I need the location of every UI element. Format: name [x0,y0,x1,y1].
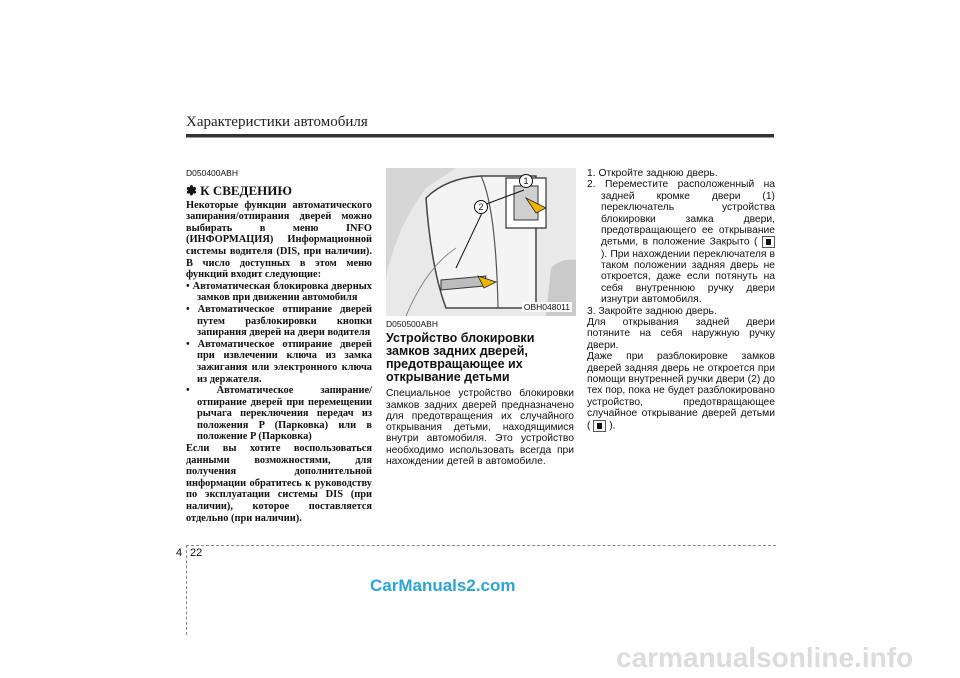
notice-bullet: • Автоматическое запирание/ отпирание дверей при перемещении рычага переключения передач из положения P (Парковка) или в положение P (Парковка) [186,385,372,443]
paragraph-unlock-text: Даже при разблокировке замков дверей задняя дверь не откроется при помощи внутренней ручки двери (2) до тех пор, пока не будет разблокировано устройство, предотвращающее случайное открывание дверей детьми ( [587,351,775,432]
page-number: 22 [190,547,203,559]
lock-icon [762,236,775,248]
section-code: D050400ABH [186,168,238,178]
steps-list [587,168,775,317]
child-lock-section [386,319,574,467]
footer-dashed-vertical [186,545,187,635]
paragraph-open-door: Для открывания задней двери потяните на себя наружную ручку двери. [587,317,775,351]
page-header-title: Характеристики автомобиля [186,114,368,130]
notice-outro: Если вы хотите воспользоваться данными возможностями, для получения дополнительной информации обратитесь к руководству по эксплуатации системы DIS (при наличии), которое поставляется отдельно (при наличии). [186,443,372,524]
header-rule-thin [186,137,774,138]
step-3 [587,306,775,317]
chapter-number: 4 [176,547,183,559]
paragraph-unlock-rest: ). [609,420,616,432]
step-1 [587,168,775,179]
step-2-rest: ). При нахождении переключателя в таком положении задняя дверь не откроется, даже если потянуть на себя внутреннюю ручку двери изнутри автомобиля. [601,248,775,306]
notice-bullet: • Автоматическая блокировка дверных замков при движении автомобиля [186,280,372,304]
unlock-icon [593,420,606,432]
watermark-carmanualsonline: carmanualsonline.info [616,642,914,673]
instructions-column [587,168,775,432]
notice-title: ✽ К СВЕДЕНИЮ [186,182,293,198]
step-2-text: 2. Переместите расположенный на задней кромке двери (1) переключатель устройства блокировки замка двери, предотвращающего ее открывание детьми, в положение Закрыто ( [587,179,775,249]
step-1-text: 1. Откройте заднюю дверь. [587,168,718,179]
callout-2: 2 [474,200,488,214]
notice-intro: Некоторые функции автоматического запирания/отпирания дверей можно выбирать в меню INFO (ИНФОРМАЦИЯ) Информационной системы водителя (DIS, при наличии). В число доступных в этом меню функций входит следующие: [186,199,372,281]
step-2 [587,179,775,305]
notice-bullet-list [186,281,372,443]
notice-bullet: • Автоматическое отпирание дверей путем разблокировки кнопки запирания дверей на двери водителя [186,303,372,339]
figure-label: OBH048011 [523,302,570,312]
door-child-lock-illustration [386,168,576,316]
door-illustration-svg [386,168,576,316]
footer-dashed-rule [186,545,776,546]
notice-column [186,168,372,524]
paragraph-unlock [587,351,775,432]
section-body: Специальное устройство блокировки замков задних дверей предназначено для предотвращения их случайного открывания детьми, находящимися внутри автомобиля. Это устройство необходимо использовать всегда при нахождении детей в автомобиле. [386,388,574,468]
step-3-text: 3. Закройте заднюю дверь. [587,305,717,317]
section-code: D050500ABH [386,319,438,329]
watermark-carmanuals2: CarManuals2.com [370,576,516,595]
section-title: Устройство блокировки замков задних дверей, предотвращающее их открывание детьми [386,331,535,385]
notice-bullet: • Автоматическое отпирание дверей при извлечении ключа из замка зажигания или электронного ключа из держателя. [186,338,372,385]
callout-1: 1 [519,174,533,188]
